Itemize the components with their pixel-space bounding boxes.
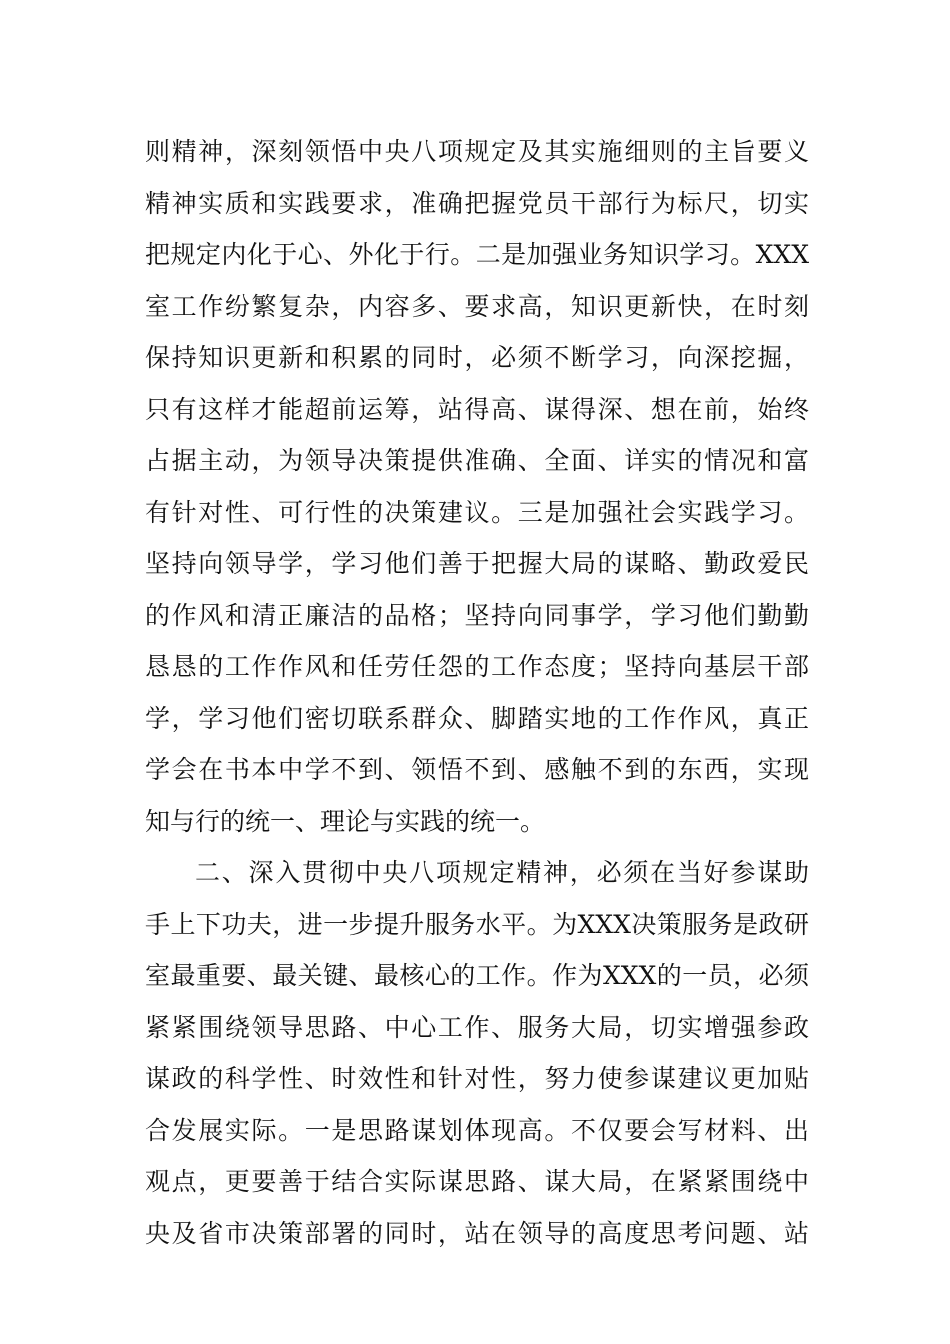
- text-line-12: 学，学习他们密切联系群众、脚踏实地的工作作风，真正: [145, 703, 809, 733]
- text-line-20: 合发展实际。一是思路谋划体现高。不仅要会写材料、出: [145, 1115, 809, 1145]
- text-line-8: 有针对性、可行性的决策建议。三是加强社会实践学习。: [145, 497, 809, 527]
- text-line-10: 的作风和清正廉洁的品格；坚持向同事学，学习他们勤勤: [145, 600, 809, 630]
- text-line-21: 观点，更要善于结合实际谋思路、谋大局，在紧紧围绕中: [145, 1167, 809, 1196]
- text-line-4: 室工作纷繁复杂，内容多、要求高，知识更新快，在时刻: [145, 291, 809, 321]
- text-line-2: 精神实质和实践要求，准确把握党员干部行为标尺，切实: [145, 188, 809, 218]
- text-line-1: 则精神，深刻领悟中央八项规定及其实施细则的主旨要义: [145, 137, 809, 166]
- text-line-14: 知与行的统一、理论与实践的统一。: [145, 806, 546, 836]
- text-line-16: 手上下功夫，进一步提升服务水平。为XXX决策服务是政研: [145, 909, 809, 939]
- text-line-9: 坚持向领导学，学习他们善于把握大局的谋略、勤政爱民: [145, 549, 809, 578]
- text-line-17: 室最重要、最关键、最核心的工作。作为XXX的一员，必须: [145, 961, 809, 990]
- text-line-18: 紧紧围绕领导思路、中心工作、服务大局，切实增强参政: [145, 1012, 809, 1042]
- text-line-22: 央及省市决策部署的同时，站在领导的高度思考问题、站: [145, 1218, 809, 1248]
- text-line-11: 恳恳的工作作风和任劳任怨的工作态度；坚持向基层干部: [145, 652, 809, 681]
- text-line-13: 学会在书本中学不到、领悟不到、感触不到的东西，实现: [145, 755, 809, 784]
- text-line-5: 保持知识更新和积累的同时，必须不断学习，向深挖掘，: [145, 343, 809, 372]
- text-line-7: 占据主动，为领导决策提供准确、全面、详实的情况和富: [145, 446, 809, 475]
- text-line-15: 二、深入贯彻中央八项规定精神，必须在当好参谋助: [195, 858, 809, 887]
- document-body: [145, 126, 809, 1259]
- text-line-19: 谋政的科学性、时效性和针对性，努力使参谋建议更加贴: [145, 1064, 809, 1093]
- text-line-6: 只有这样才能超前运筹，站得高、谋得深、想在前，始终: [145, 394, 809, 424]
- text-line-3: 把规定内化于心、外化于行。二是加强业务知识学习。XXX: [145, 240, 809, 269]
